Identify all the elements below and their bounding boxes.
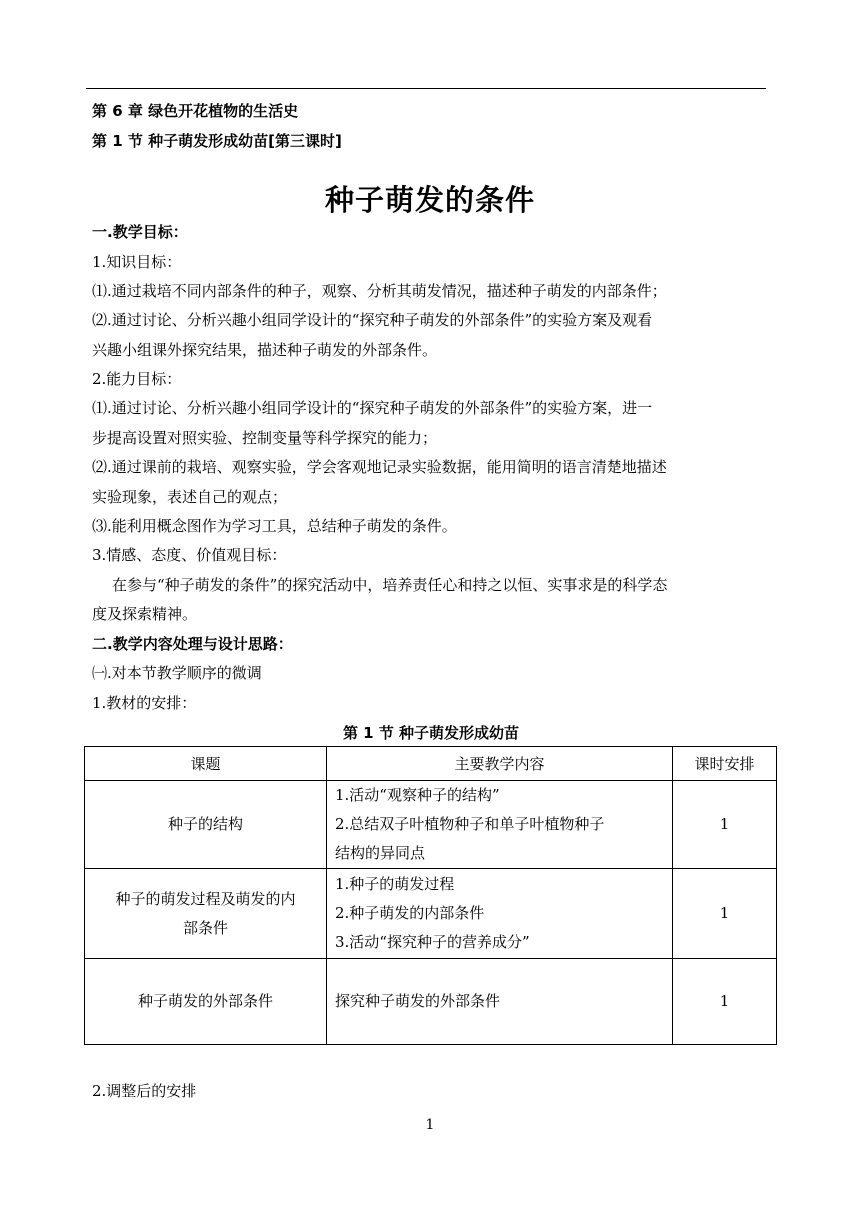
page-number: 1 [425,1117,435,1133]
knowledge-goal-2-line1: ⑵.通过讨论、分析兴趣小组同学设计的“探究种子萌发的外部条件”的实验方案及观看 [92,311,653,329]
emotion-goal-line1: 在参与“种子萌发的条件”的探究活动中，培养责任心和持之以恒、实事求是的科学态 [112,576,668,594]
table-row [85,781,777,869]
schedule-table [84,746,777,1045]
table-caption: 第 1 节 种子萌发形成幼苗 [342,724,520,742]
header-hours: 课时安排 [673,747,777,781]
row-hours: 1 [673,869,777,959]
chapter-heading: 第 6 章 绿色开花植物的生活史 [92,102,299,120]
ability-goal-3: ⑶.能利用概念图作为学习工具，总结种子萌发的条件。 [92,517,457,535]
table-row [85,959,777,1045]
row-topic [85,869,327,959]
table-row [85,869,777,959]
content-line: 2.总结双子叶植物种子和单子叶植物种子 [335,815,605,833]
emotion-goal-line2: 度及探索精神。 [92,605,198,623]
heading-teaching-goals: 一.教学目标： [92,223,188,241]
header-rule [86,88,766,89]
knowledge-goal-2-line2: 兴趣小组课外探究结果，描述种子萌发的外部条件。 [92,341,438,359]
knowledge-goal-label: 1.知识目标： [92,253,182,271]
ability-goal-2-line2: 实验现象，表述自己的观点； [92,488,288,506]
textbook-arrangement-label: 1.教材的安排： [92,694,197,712]
ability-goal-1-line1: ⑴.通过讨论、分析兴趣小组同学设计的“探究种子萌发的外部条件”的实验方案，进一 [92,399,653,417]
topic-line: 部条件 [182,918,228,937]
row-topic: 种子的结构 [85,781,327,869]
row-content [327,869,673,959]
content-line: 3.活动“探究种子的营养成分” [335,933,530,951]
row-hours: 1 [673,781,777,869]
content-line: 结构的异同点 [335,844,426,862]
content-line: 2.种子萌发的内部条件 [335,904,485,922]
header-topic: 课题 [85,747,327,781]
ability-goal-label: 2.能力目标： [92,370,182,388]
topic-line: 种子的萌发过程及萌发的内 [115,889,296,908]
table-header-row [85,747,777,781]
section-heading: 第 1 节 种子萌发形成幼苗[第三课时] [92,132,342,150]
row-hours: 1 [673,959,777,1045]
content-line: 1.种子的萌发过程 [335,875,455,893]
ability-goal-2-line1: ⑵.通过课前的栽培、观察实验，学会客观地记录实验数据，能用简明的语言清楚地描述 [92,458,667,476]
page-title: 种子萌发的条件 [324,183,535,217]
subheading-order-adjust: ㈠.对本节教学顺序的微调 [92,664,262,682]
heading-content-design: 二.教学内容处理与设计思路： [92,635,293,653]
header-content: 主要教学内容 [327,747,673,781]
row-topic: 种子萌发的外部条件 [85,959,327,1045]
row-content [327,959,673,1045]
adjusted-arrangement-label: 2.调整后的安排 [92,1082,197,1100]
knowledge-goal-1: ⑴.通过栽培不同内部条件的种子，观察、分析其萌发情况，描述种子萌发的内部条件； [92,282,667,300]
row-content [327,781,673,869]
emotion-goal-label: 3.情感、态度、价值观目标： [92,546,287,564]
content-line: 1.活动“观察种子的结构” [335,786,500,804]
content-line: 探究种子萌发的外部条件 [335,992,501,1010]
ability-goal-1-line2: 步提高设置对照实验、控制变量等科学探究的能力； [92,429,438,447]
